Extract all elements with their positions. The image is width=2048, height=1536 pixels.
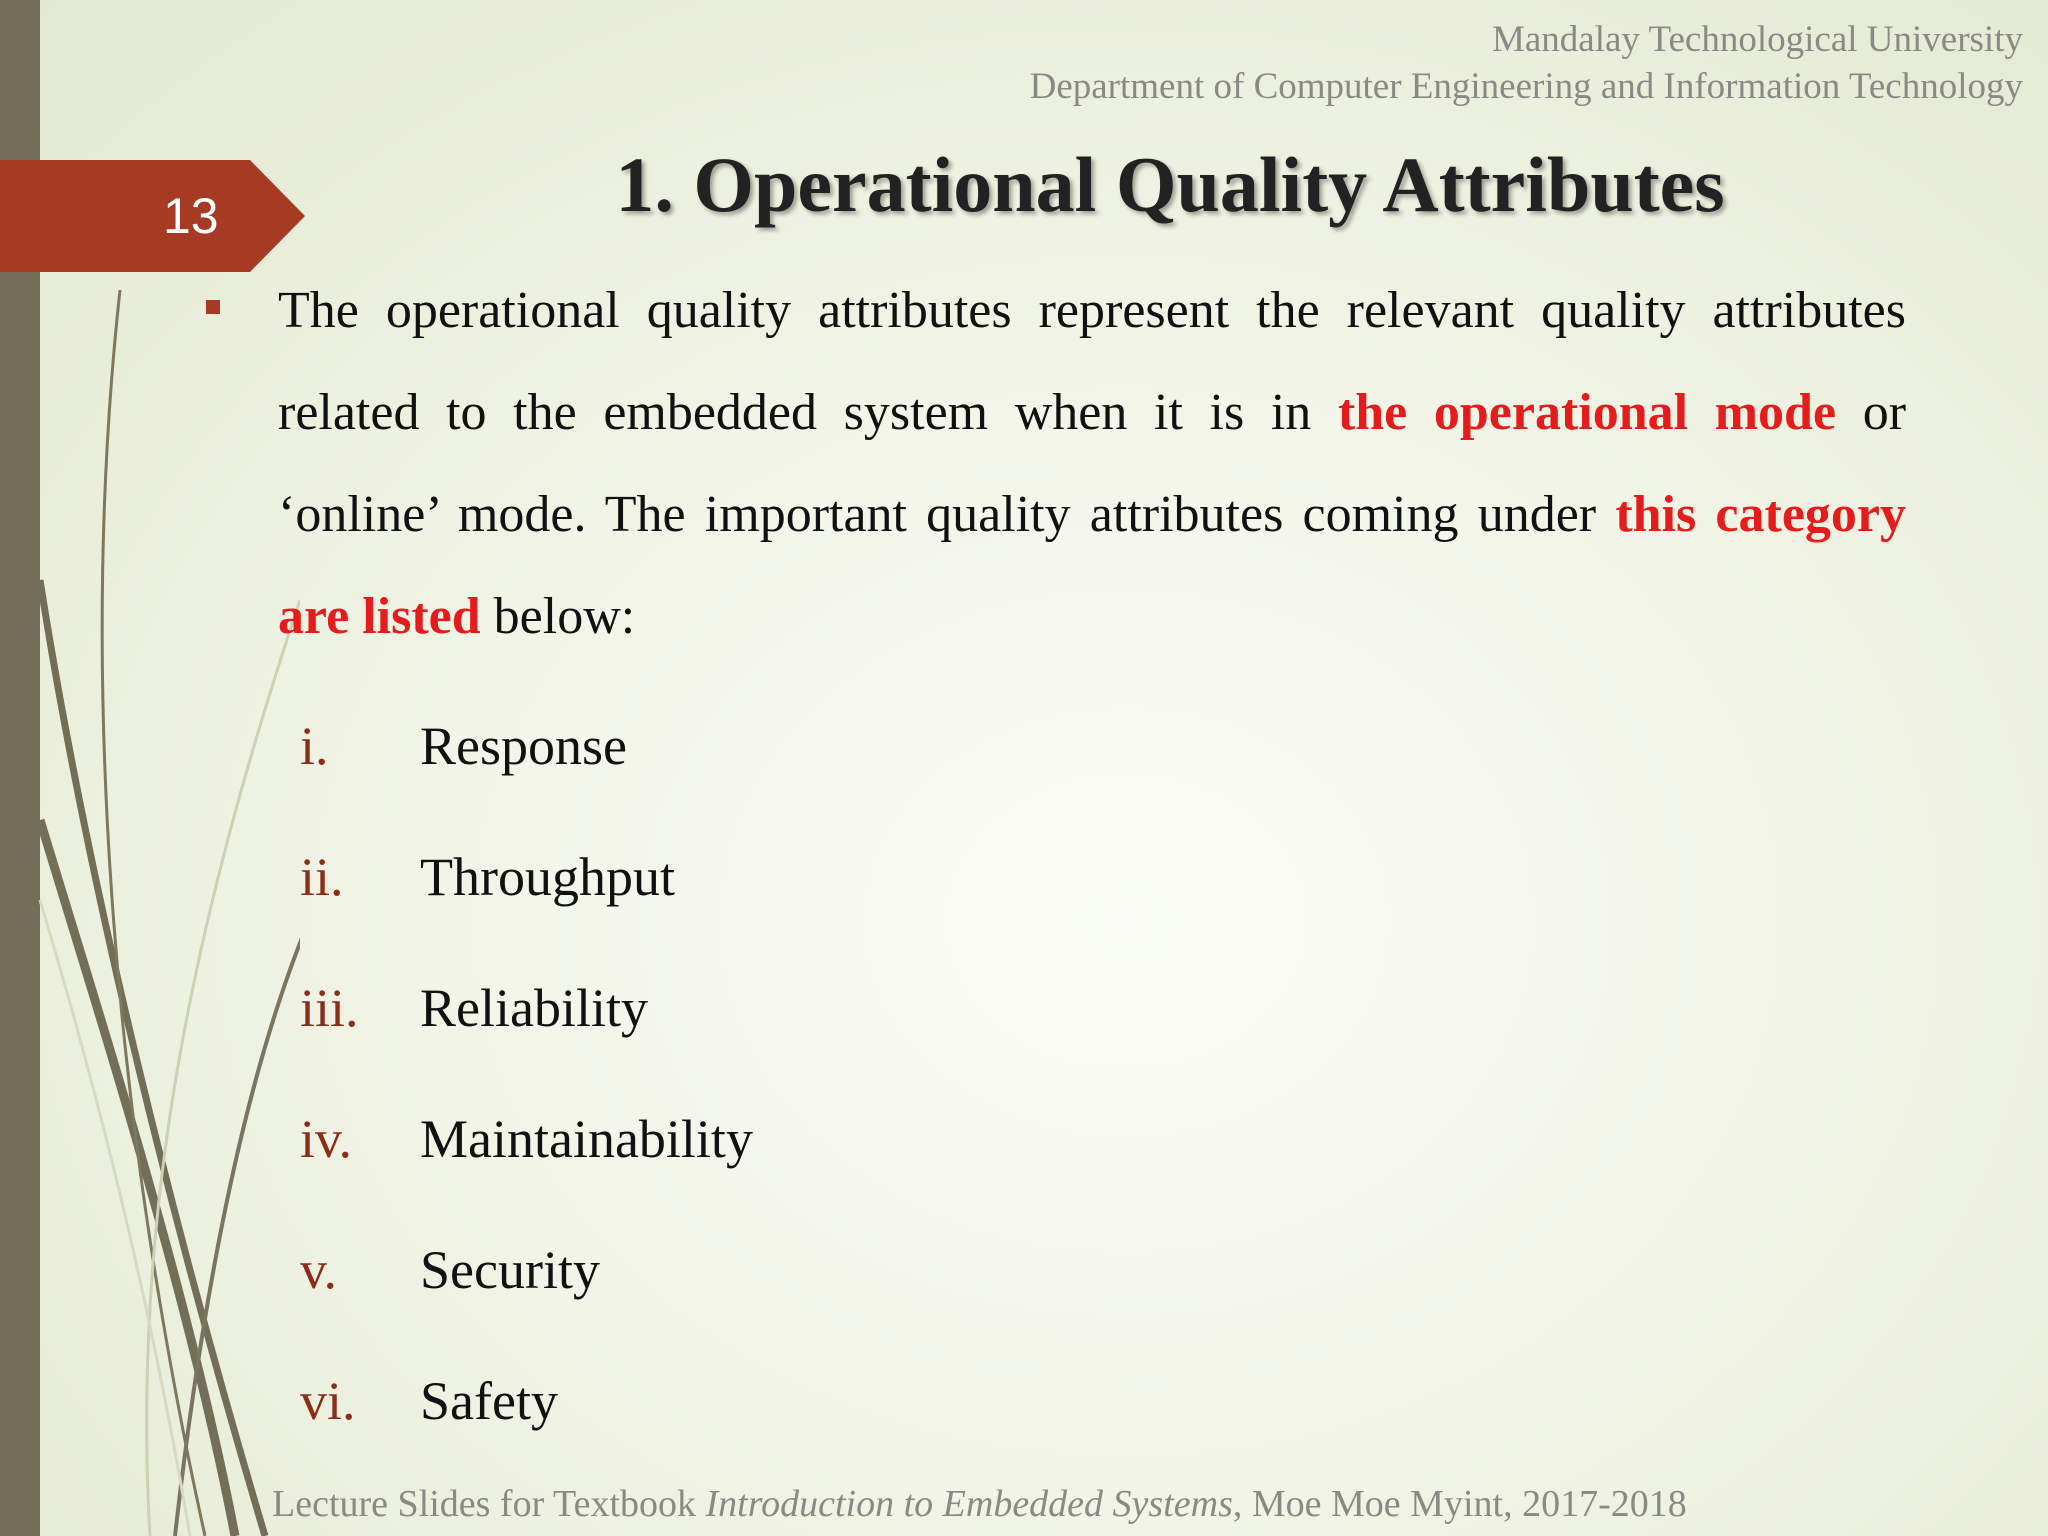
highlight-operational-mode: the operational mode: [1337, 384, 1837, 441]
header-department: Department of Computer Engineering and Information Technology: [1029, 66, 2023, 107]
list-item: [300, 846, 1100, 936]
list-item: [300, 715, 1100, 805]
paragraph-text-3: below:: [480, 588, 636, 645]
slide-title: 1. Operational Quality Attributes: [615, 141, 1725, 228]
list-numeral: iv.: [300, 1109, 352, 1169]
highlight-category-listed: this category are listed: [278, 486, 1906, 645]
list-item: [300, 1370, 1100, 1460]
list-item-text: Reliability: [420, 978, 648, 1038]
list-numeral: ii.: [300, 847, 344, 907]
list-numeral: i.: [300, 716, 329, 776]
list-item-text: Safety: [420, 1371, 558, 1431]
paragraph-text-1: The operational quality attributes represent the relevant quality attributes related to the embedded system when it is in: [278, 282, 1906, 441]
list-item-text: Response: [420, 716, 627, 776]
bullet-square: [206, 300, 220, 314]
list-numeral: v.: [300, 1240, 337, 1300]
list-numeral: iii.: [300, 978, 359, 1038]
footer-suffix: , Moe Moe Myint, 2017-2018: [1232, 1483, 1687, 1525]
list-item: [300, 977, 1100, 1067]
paragraph-text-2: or ‘online’ mode. The important quality attributes coming under: [278, 384, 1907, 543]
header-university: Mandalay Technological University: [1491, 19, 2023, 60]
footer-prefix: Lecture Slides for Textbook: [272, 1483, 706, 1525]
list-item-text: Security: [420, 1240, 600, 1300]
list-item: [300, 1239, 1100, 1329]
footer-book-title: Introduction to Embedded Systems: [705, 1483, 1233, 1525]
footer-citation: [272, 1482, 1687, 1526]
slide-number-tag: [0, 160, 305, 272]
list-item: [300, 1108, 1100, 1198]
slide-number: 13: [163, 188, 219, 244]
list-numeral: vi.: [300, 1371, 356, 1431]
list-item-text: Maintainability: [420, 1109, 753, 1169]
list-item-text: Throughput: [420, 847, 675, 907]
body-paragraph: [278, 260, 1906, 668]
